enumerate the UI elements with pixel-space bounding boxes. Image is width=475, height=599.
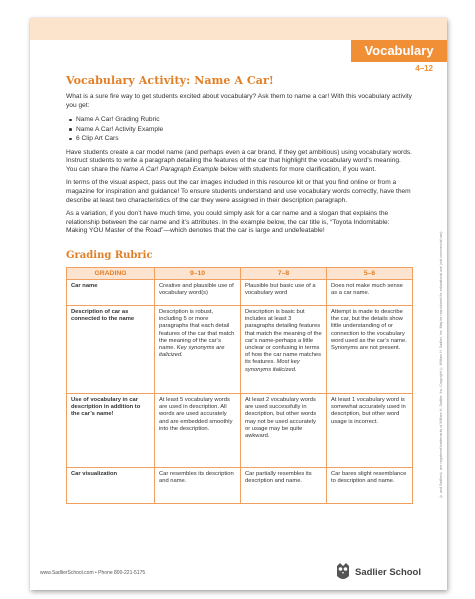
table-cell: Plausible but basic use of a vocabulary word bbox=[241, 280, 327, 306]
table-cell: Creative and plausible use of vocabulary word(s) bbox=[155, 280, 241, 306]
column-header: 9–10 bbox=[155, 268, 241, 280]
table-cell: Description is basic but includes at least 3 paragraphs detailing features that match the meaning of the car’s name-perhaps a little unclear or confusing in terms of how the car name matches its features. Most key synonyms italicized. bbox=[241, 306, 327, 394]
list-item: 6 Clip Art Cars bbox=[76, 134, 412, 144]
table-cell: Car resembles its description and name. bbox=[155, 468, 241, 504]
row-label: Car visualization bbox=[67, 468, 155, 504]
grade-range: 4–12 bbox=[415, 64, 433, 73]
table-row bbox=[67, 280, 413, 306]
table-row bbox=[67, 306, 413, 394]
table-header-row bbox=[67, 268, 413, 280]
owl-icon bbox=[335, 562, 351, 582]
table-cell: Description is robust, including 5 or more paragraphs that each detail features of the car that match the meaning of the car’s name. Key synonyms are italicized. bbox=[155, 306, 241, 394]
grading-rubric-table bbox=[66, 267, 413, 504]
intro-paragraph: What is a sure fire way to get students excited about vocabulary? Ask them to name a car! With this vocabulary activity you get: bbox=[66, 93, 412, 109]
table-row bbox=[67, 468, 413, 504]
table-cell: Car partially resembles its description and name. bbox=[241, 468, 327, 504]
instructions-italic: Name A Car! Paragraph Example bbox=[120, 165, 219, 173]
table-row bbox=[67, 394, 413, 468]
table-cell: Attempt is made to describe the car, but the details show little understanding of or connection to the vocabulary word used as the car’s name. Synonyms are not present. bbox=[327, 306, 413, 394]
column-header: GRADING bbox=[67, 268, 155, 280]
column-header: 5–6 bbox=[327, 268, 413, 280]
sadlier-logo bbox=[335, 562, 421, 582]
footer-url: www.SadlierSchool.com • Phone 800-221-5175 bbox=[40, 570, 146, 576]
row-label: Use of vocabulary in car description in addition to the car’s name! bbox=[67, 394, 155, 468]
subject-badge: Vocabulary bbox=[351, 40, 447, 62]
table-cell: Car bares slight resemblance to description and name. bbox=[327, 468, 413, 504]
variation-paragraph: As a variation, if you don’t have much time, you could simply ask for a car name and a slogan that explains the relationship between the car name and it’s attributes. In the example below, the car title is, “Toyota Indomitable: Making YOU Master of the Road”—which denotes that the car is large and undefeatable! bbox=[66, 210, 390, 235]
table-cell: At least 1 vocabulary word is somewhat accurately used in description, but other word usage is incorrect. bbox=[327, 394, 413, 468]
worksheet-page bbox=[30, 18, 447, 590]
table-cell: At least 5 vocabulary words are used in description. All words are used accurately and are embedded smoothly into the description. bbox=[155, 394, 241, 468]
row-label: Description of car as connected to the name bbox=[67, 306, 155, 394]
list-item: Name A Car! Activity Example bbox=[76, 125, 412, 135]
list-item: Name A Car! Grading Rubric bbox=[76, 115, 412, 125]
table-cell: At least 2 vocabulary words are used successfully in description, but other words may not be used accurately or usage may be quite awkward. bbox=[241, 394, 327, 468]
copyright-sidebar: ® and Sadlier® are registered trademarks of William H. Sadlier, Inc. Copyright © William H. Sadlier, Inc. May be reproduced for educational use (not commercial use). bbox=[439, 230, 443, 498]
logo-text: Sadlier School bbox=[355, 566, 421, 578]
visual-paragraph: In terms of the visual aspect, pass out the car images included in this resource kit or that you find online or from a magazine for inspiration and guidance! To ensure students understand and use vocabulary words correctly, have them describe at least two characteristics of the car they were assigned in their description paragraph. bbox=[66, 179, 411, 204]
main-content bbox=[66, 74, 412, 504]
row-label: Car name bbox=[67, 280, 155, 306]
instructions-paragraph bbox=[66, 149, 412, 175]
activity-title: Vocabulary Activity: Name A Car! bbox=[66, 74, 274, 87]
table-cell: Does not make much sense as a car name. bbox=[327, 280, 413, 306]
top-band bbox=[30, 18, 447, 40]
column-header: 7–8 bbox=[241, 268, 327, 280]
instructions-text: Have students create a car model name (and perhaps even a car brand, if they get ambitious) using vocabulary words. Instruct students to write a paragraph detailing the features of the car that highlight the vocabulary word’s meaning. You can share the bbox=[66, 148, 412, 173]
instructions-text-end: below with students for more clarification, if you want. bbox=[218, 165, 377, 173]
rubric-title: Grading Rubric bbox=[66, 250, 153, 262]
included-list bbox=[66, 115, 412, 144]
